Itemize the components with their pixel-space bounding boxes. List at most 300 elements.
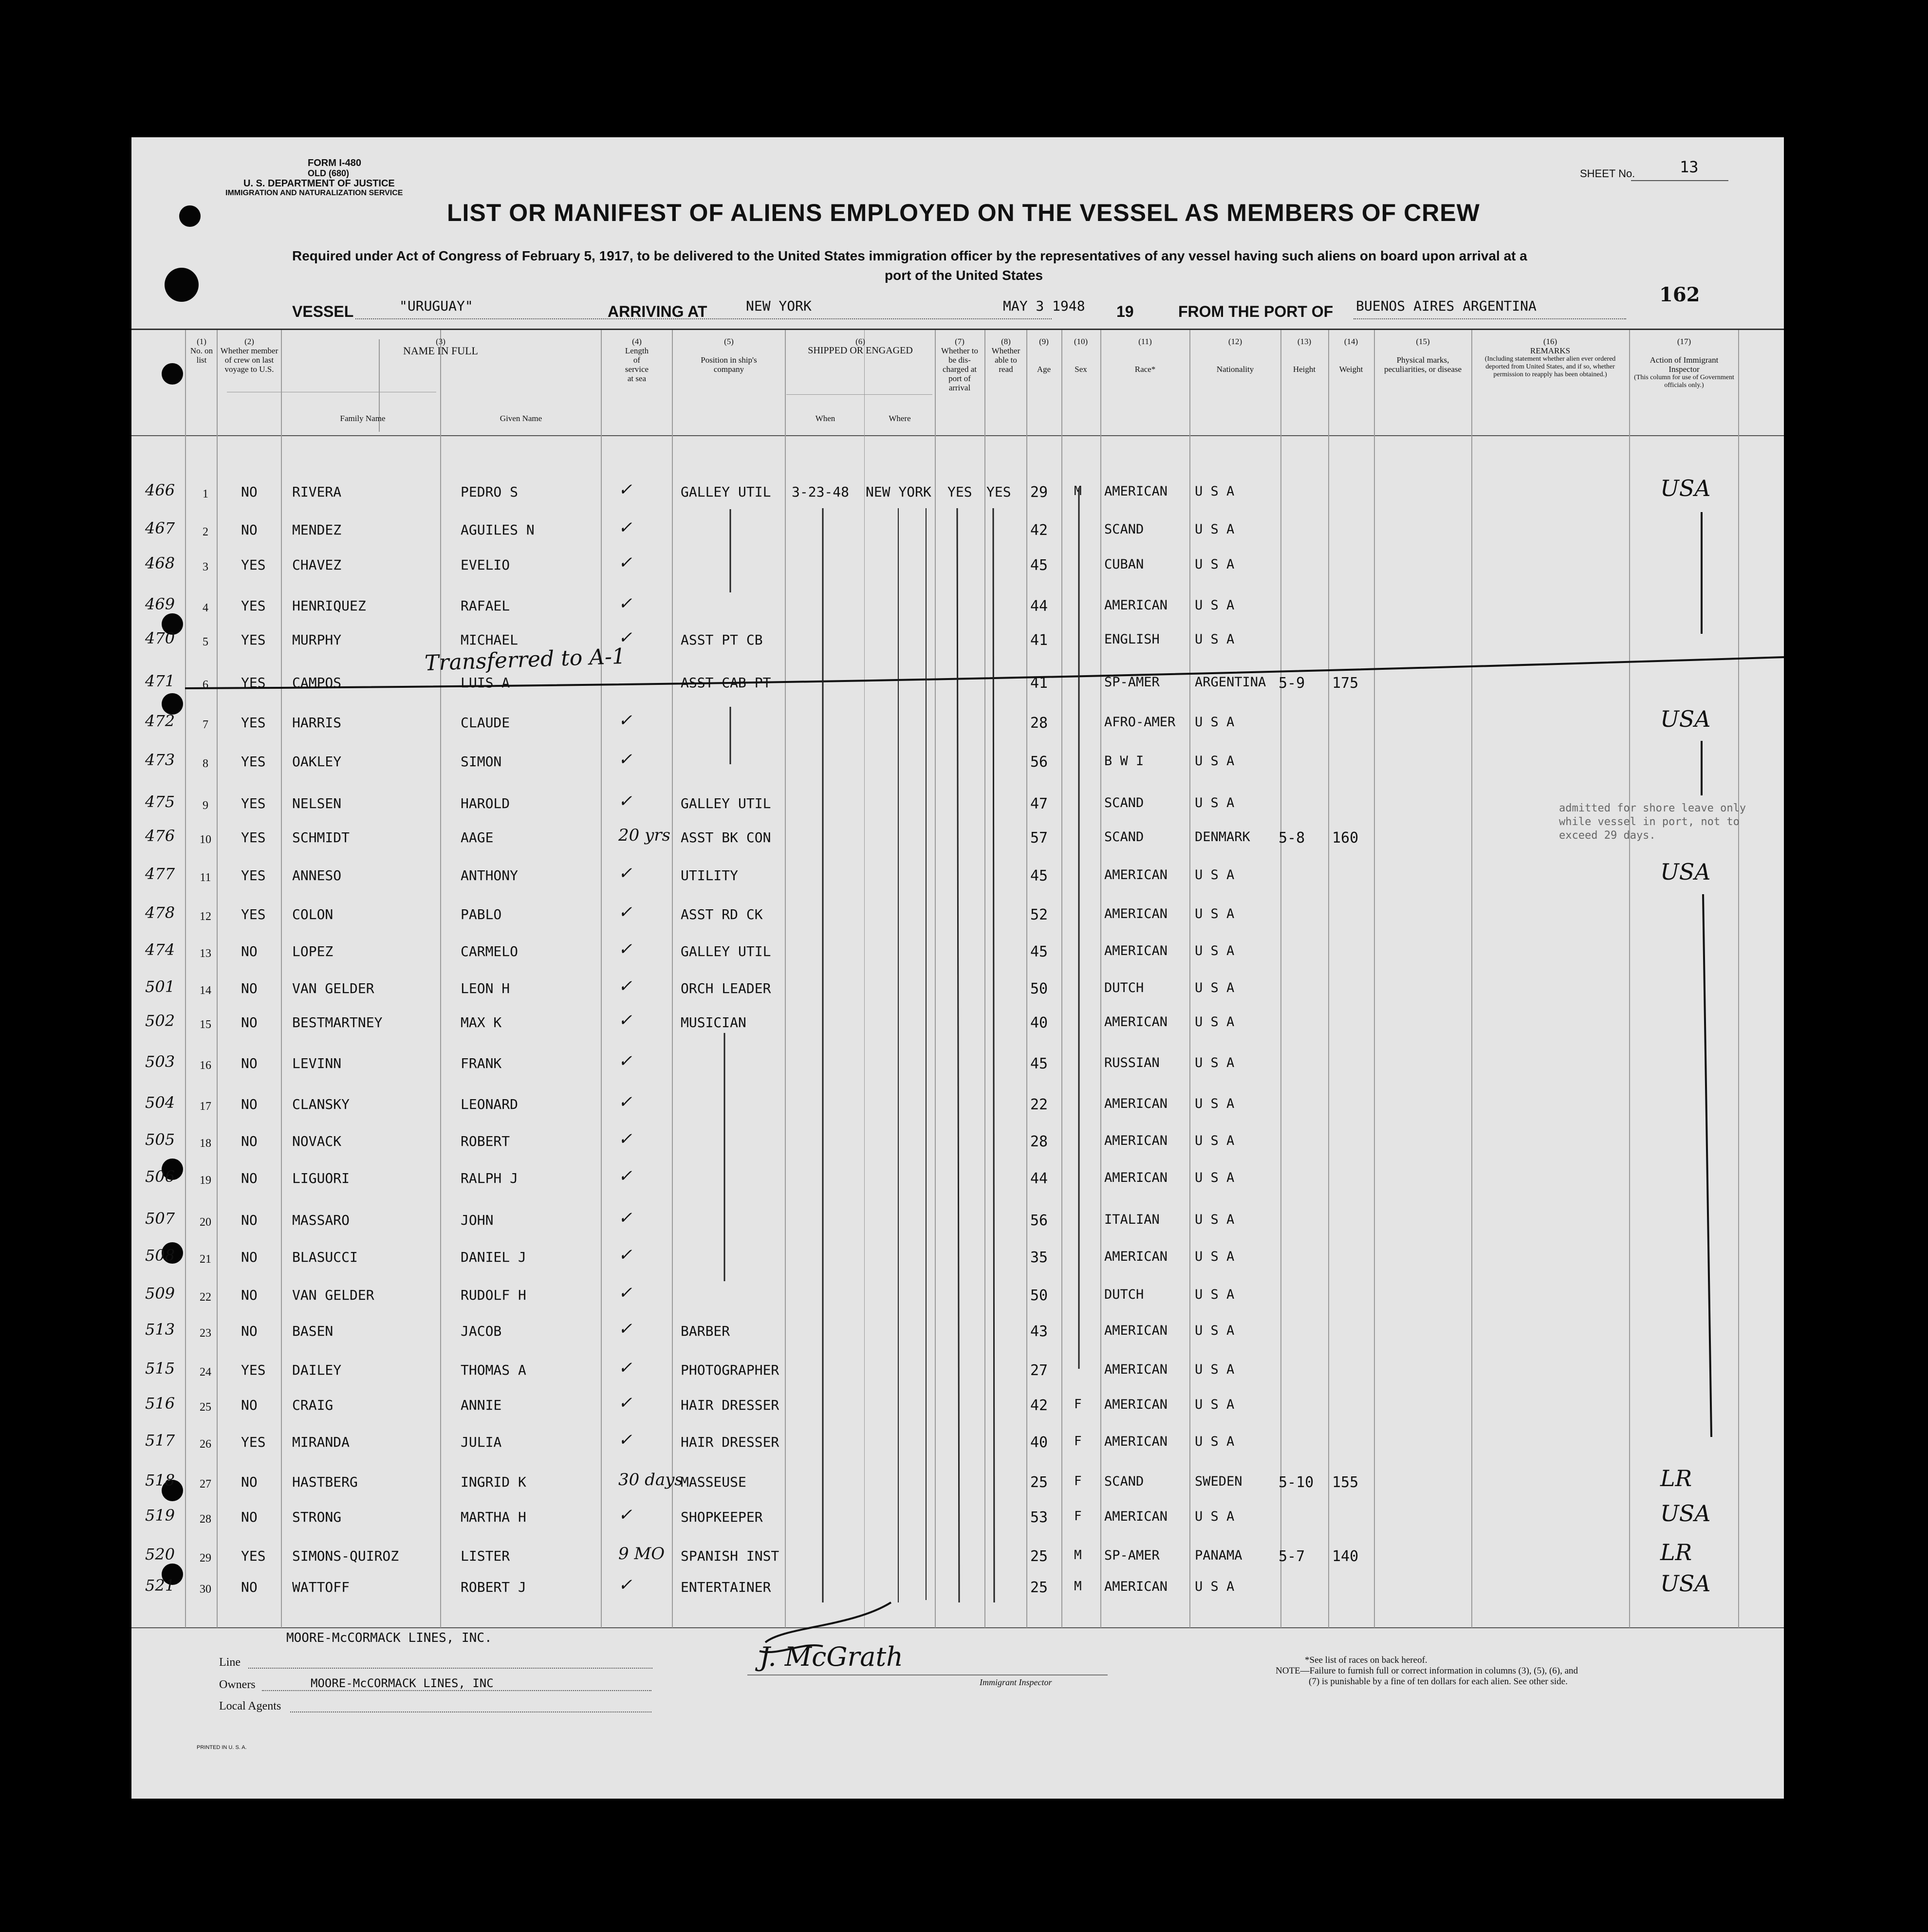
cell-nationality: U S A	[1195, 1579, 1235, 1594]
cell-service: ✓	[618, 939, 632, 959]
cell-family: CRAIG	[292, 1397, 334, 1413]
cell-prev: NO	[241, 1212, 258, 1228]
cell-family: LIGUORI	[292, 1170, 350, 1186]
cell-ref: 521	[145, 1576, 175, 1595]
col-13-label: Height	[1293, 365, 1316, 374]
col-12-label: Nationality	[1216, 365, 1254, 374]
cell-family: MIRANDA	[292, 1434, 350, 1450]
cell-prev: YES	[241, 557, 266, 573]
cell-given: LEONARD	[461, 1096, 519, 1112]
cell-age: 25	[1030, 1548, 1048, 1565]
cell-given: INGRID K	[461, 1474, 526, 1490]
cell-given: LUIS A	[461, 675, 510, 691]
cell-sex: F	[1074, 1397, 1082, 1412]
cell-position: GALLEY UTIL	[681, 795, 771, 811]
cell-given: MICHAEL	[461, 632, 519, 648]
cell-age: 42	[1030, 522, 1048, 539]
cell-given: RAFAEL	[461, 598, 510, 614]
cell-ref: 518	[145, 1471, 175, 1490]
cell-family: HARRIS	[292, 715, 342, 731]
cell-action: LR	[1660, 1539, 1692, 1565]
cell-age: 29	[1030, 484, 1048, 501]
cell-height: 5-10	[1279, 1474, 1314, 1491]
cell-age: 40	[1030, 1014, 1048, 1031]
cell-prev: NO	[241, 1323, 258, 1339]
arrival-date: MAY 3 1948	[1003, 298, 1085, 314]
cell-service: ✓	[618, 628, 632, 647]
cell-race: SCAND	[1104, 829, 1144, 845]
form-old: OLD (680)	[308, 168, 350, 178]
cell-position: BARBER	[681, 1323, 730, 1339]
owners-value: MOORE-McCORMACK LINES, INC	[311, 1676, 494, 1690]
cell-service: ✓	[618, 902, 632, 922]
cell-prev: YES	[241, 829, 266, 846]
cell-given: CARMELO	[461, 943, 519, 959]
col-8-label: Whether able to read	[991, 346, 1020, 374]
note-line-1: NOTE—Failure to furnish full or correct information in columns (3), (5), (6), and	[1276, 1666, 1578, 1676]
cell-position: ENTERTAINER	[681, 1579, 771, 1595]
cell-age: 47	[1030, 795, 1048, 812]
cell-given: PABLO	[461, 906, 502, 922]
cell-prev: NO	[241, 1397, 258, 1413]
cell-no: 28	[200, 1513, 211, 1526]
cell-position: ASST RD CK	[681, 906, 763, 922]
cell-ref: 515	[145, 1359, 175, 1378]
cell-prev: NO	[241, 980, 258, 996]
cell-age: 27	[1030, 1362, 1048, 1379]
cell-no: 27	[200, 1478, 211, 1490]
cell-ref: 517	[145, 1431, 175, 1450]
col-15-number: (15)	[1416, 337, 1430, 346]
col-6-when: When	[815, 414, 835, 423]
cell-no: 13	[200, 947, 211, 960]
cell-family: HASTBERG	[292, 1474, 358, 1490]
col-3-label: NAME IN FULL	[403, 345, 478, 357]
cell-prev: NO	[241, 1579, 258, 1595]
cell-no: 25	[200, 1401, 211, 1414]
subtitle-line-2: port of the United States	[885, 268, 1043, 283]
cell-service: ✓	[618, 864, 632, 883]
cell-age: 25	[1030, 1474, 1048, 1491]
cell-race: AFRO-AMER	[1104, 715, 1176, 730]
cell-age: 44	[1030, 1170, 1048, 1187]
cell-race: AMERICAN	[1104, 1096, 1168, 1111]
cell-nationality: U S A	[1195, 906, 1235, 921]
cell-given: MAX K	[461, 1014, 502, 1030]
cell-action: USA	[1660, 859, 1711, 885]
cell-height: 5-7	[1279, 1548, 1305, 1565]
cell-given: RUDOLF H	[461, 1287, 526, 1303]
sheet-label: SHEET No.	[1580, 167, 1635, 180]
cell-family: VAN GELDER	[292, 980, 374, 996]
col-17-sub: (This column for use of Government officials only.)	[1634, 374, 1734, 389]
cell-height: 5-8	[1279, 829, 1305, 846]
cell-race: SP-AMER	[1104, 675, 1160, 690]
page-title: LIST OR MANIFEST OF ALIENS EMPLOYED ON THE VESSEL AS MEMBERS OF CREW	[447, 199, 1480, 226]
cell-no: 10	[200, 833, 211, 846]
cell-no: 5	[203, 636, 208, 648]
cell-family: WATTOFF	[292, 1579, 350, 1595]
department: U. S. DEPARTMENT OF JUSTICE	[243, 178, 395, 189]
cell-ref: 475	[145, 792, 175, 811]
cell-race: AMERICAN	[1104, 1397, 1168, 1412]
cell-prev: YES	[241, 632, 266, 648]
cell-service: ✓	[618, 1208, 632, 1228]
cell-service: 30 days	[618, 1470, 683, 1490]
cell-no: 14	[200, 984, 211, 997]
cell-given: JOHN	[461, 1212, 494, 1228]
cell-service: ✓	[618, 711, 632, 730]
cell-no: 4	[203, 602, 208, 614]
cell-weight: 140	[1332, 1548, 1359, 1565]
cell-race: AMERICAN	[1104, 1170, 1168, 1185]
cell-family: MURPHY	[292, 632, 342, 648]
cell-no: 15	[200, 1018, 211, 1031]
cell-age: 44	[1030, 598, 1048, 615]
cell-given: ANNIE	[461, 1397, 502, 1413]
cell-given: LEON H	[461, 980, 510, 996]
cell-family: ANNESO	[292, 867, 342, 883]
arriving-port: NEW YORK	[746, 298, 812, 314]
cell-nationality: U S A	[1195, 1509, 1235, 1524]
cell-no: 30	[200, 1583, 211, 1596]
col-10-label: Sex	[1075, 365, 1087, 374]
cell-position: UTILITY	[681, 867, 739, 883]
cell-family: RIVERA	[292, 484, 342, 500]
cell-given: MARTHA H	[461, 1509, 526, 1525]
cell-where: NEW YORK	[866, 484, 931, 500]
cell-age: 50	[1030, 1287, 1048, 1304]
cell-race: DUTCH	[1104, 1287, 1144, 1302]
cell-given: ROBERT J	[461, 1579, 526, 1595]
cell-age: 28	[1030, 715, 1048, 732]
col-8-number: (8)	[1001, 337, 1011, 346]
cell-no: 2	[203, 526, 208, 538]
cell-age: 53	[1030, 1509, 1048, 1526]
col-14-number: (14)	[1344, 337, 1358, 346]
vessel-name: "URUGUAY"	[399, 298, 473, 314]
col-1-label: No. on list	[190, 346, 213, 365]
cell-age: 40	[1030, 1434, 1048, 1451]
cell-family: VAN GELDER	[292, 1287, 374, 1303]
cell-when: 3-23-48	[792, 484, 850, 500]
cell-prev: YES	[241, 795, 266, 811]
cell-race: AMERICAN	[1104, 1434, 1168, 1449]
cell-age: 57	[1030, 829, 1048, 846]
cell-position: PHOTOGRAPHER	[681, 1362, 779, 1378]
cell-position: MASSEUSE	[681, 1474, 746, 1490]
cell-service: ✓	[618, 976, 632, 996]
cell-age: 50	[1030, 980, 1048, 997]
cell-prev: NO	[241, 1055, 258, 1071]
cell-no: 17	[200, 1100, 211, 1113]
cell-sex: F	[1074, 1474, 1082, 1489]
col-1-number: (1)	[197, 337, 206, 346]
cell-nationality: U S A	[1195, 557, 1235, 572]
cell-no: 29	[200, 1552, 211, 1564]
vessel-label: VESSEL	[292, 303, 354, 320]
cell-service: ✓	[618, 1129, 632, 1149]
service: IMMIGRATION AND NATURALIZATION SERVICE	[225, 189, 403, 197]
cell-age: 45	[1030, 943, 1048, 960]
cell-prev: NO	[241, 1287, 258, 1303]
cell-sex: F	[1074, 1434, 1082, 1449]
cell-race: AMERICAN	[1104, 1323, 1168, 1338]
cell-given: FRANK	[461, 1055, 502, 1071]
cell-prev: YES	[241, 906, 266, 922]
col-9-number: (9)	[1039, 337, 1049, 346]
cell-nationality: U S A	[1195, 522, 1235, 537]
remarks-stamp-line-1: admitted for shore leave only	[1559, 802, 1746, 814]
cell-family: CLANSKY	[292, 1096, 350, 1112]
cell-race: AMERICAN	[1104, 1362, 1168, 1377]
cell-prev: NO	[241, 1474, 258, 1490]
cell-prev: NO	[241, 522, 258, 538]
cell-prev: YES	[241, 598, 266, 614]
cell-ref: 466	[145, 481, 175, 499]
cell-family: STRONG	[292, 1509, 342, 1525]
cell-service: ✓	[618, 1358, 632, 1378]
cell-race: AMERICAN	[1104, 1509, 1168, 1524]
note-races: *See list of races on back hereof.	[1305, 1655, 1427, 1665]
cell-family: DAILEY	[292, 1362, 342, 1378]
cell-no: 6	[203, 679, 208, 691]
cell-nationality: U S A	[1195, 632, 1235, 647]
cell-action: LR	[1660, 1465, 1692, 1491]
cell-given: SIMON	[461, 754, 502, 770]
col-16-sub: (Including statement whether alien ever ordered deported from United States, and if so, whether permission to reapply has been obtained.)	[1484, 355, 1616, 378]
printed-in: PRINTED IN U. S. A.	[197, 1745, 247, 1750]
cell-position: ASST PT CB	[681, 632, 763, 648]
cell-service: ✓	[618, 1319, 632, 1339]
col-3-family: Family Name	[340, 414, 386, 423]
sheet-number: 13	[1680, 158, 1699, 176]
cell-service: ✓	[618, 791, 632, 811]
company-stamp: MOORE-McCORMACK LINES, INC.	[286, 1631, 492, 1645]
col-4-label: Length of service at sea	[625, 346, 649, 383]
cell-nationality: U S A	[1195, 867, 1235, 883]
cell-given: THOMAS A	[461, 1362, 526, 1378]
cell-age: 22	[1030, 1096, 1048, 1113]
cell-race: AMERICAN	[1104, 906, 1168, 921]
year-label: 19	[1116, 303, 1134, 320]
col-17-label: Action of Immigrant Inspector	[1650, 355, 1719, 374]
cell-given: LISTER	[461, 1548, 510, 1564]
cell-nationality: PANAMA	[1195, 1548, 1242, 1563]
cell-prev: NO	[241, 1249, 258, 1265]
cell-nationality: DENMARK	[1195, 829, 1250, 845]
cell-prev: NO	[241, 1509, 258, 1525]
cell-no: 7	[203, 718, 208, 731]
cell-weight: 160	[1332, 829, 1359, 846]
cell-sex: M	[1074, 1579, 1082, 1594]
col-13-number: (13)	[1297, 337, 1312, 346]
cell-family: HENRIQUEZ	[292, 598, 366, 614]
cell-service: ✓	[618, 750, 632, 769]
cell-position: ORCH LEADER	[681, 980, 771, 996]
cell-given: AGUILES N	[461, 522, 535, 538]
cell-race: AMERICAN	[1104, 943, 1168, 958]
col-16-label: REMARKS	[1530, 346, 1571, 355]
cell-no: 18	[200, 1137, 211, 1150]
cell-no: 19	[200, 1174, 211, 1187]
cell-ref: 507	[145, 1209, 175, 1228]
subtitle-line-1: Required under Act of Congress of February 5, 1917, to be delivered to the United States immigration officer by the representatives of any vessel having such aliens on board upon arrival at a	[292, 248, 1527, 263]
cell-position: HAIR DRESSER	[681, 1434, 779, 1450]
col-15-label: Physical marks, peculiarities, or disease	[1384, 355, 1462, 374]
cell-age: 41	[1030, 675, 1048, 692]
cell-ref: 501	[145, 977, 175, 996]
cell-service: ✓	[618, 518, 632, 537]
cell-nationality: U S A	[1195, 1434, 1235, 1449]
cell-no: 8	[203, 757, 208, 770]
cell-ref: 468	[145, 554, 175, 572]
col-6-where: Where	[889, 414, 911, 423]
cell-no: 23	[200, 1327, 211, 1340]
cell-prev: YES	[241, 1362, 266, 1378]
cell-prev: NO	[241, 1133, 258, 1149]
cell-race: AMERICAN	[1104, 484, 1168, 499]
form-number: FORM I-480	[308, 158, 362, 168]
cell-service: ✓	[618, 1166, 632, 1186]
cell-action: USA	[1660, 1570, 1711, 1597]
owners-label: Owners	[219, 1678, 256, 1691]
cell-ref: 474	[145, 940, 175, 959]
cell-position: ASST BK CON	[681, 829, 771, 846]
cell-height: 5-9	[1279, 675, 1305, 692]
cell-family: BASEN	[292, 1323, 334, 1339]
cell-ref: 509	[145, 1284, 175, 1303]
cell-family: LEVINN	[292, 1055, 342, 1071]
cell-given: AAGE	[461, 829, 494, 846]
cell-prev: YES	[241, 675, 266, 691]
cell-family: MENDEZ	[292, 522, 342, 538]
cell-nationality: U S A	[1195, 1287, 1235, 1302]
cell-service: ✓	[618, 1393, 632, 1413]
cell-race: AMERICAN	[1104, 1249, 1168, 1264]
cell-prev: NO	[241, 484, 258, 500]
cell-discharged: YES	[947, 484, 972, 500]
cell-nationality: U S A	[1195, 754, 1235, 769]
cell-family: NOVACK	[292, 1133, 342, 1149]
cell-age: 35	[1030, 1249, 1048, 1266]
cell-prev: YES	[241, 754, 266, 770]
cell-family: SIMONS-QUIROZ	[292, 1548, 399, 1564]
cell-service: ✓	[618, 1011, 632, 1030]
cell-prev: YES	[241, 715, 266, 731]
cell-family: SCHMIDT	[292, 829, 350, 846]
cell-ref: 477	[145, 865, 175, 883]
cell-service: ✓	[618, 553, 632, 572]
cell-family: BLASUCCI	[292, 1249, 358, 1265]
cell-given: RALPH J	[461, 1170, 519, 1186]
cell-prev: NO	[241, 1096, 258, 1112]
cell-given: CLAUDE	[461, 715, 510, 731]
cell-ref: 476	[145, 827, 175, 845]
col-17-number: (17)	[1677, 337, 1691, 346]
col-14-label: Weight	[1339, 365, 1363, 374]
cell-no: 16	[200, 1059, 211, 1072]
cell-given: HAROLD	[461, 795, 510, 811]
cell-weight: 155	[1332, 1474, 1359, 1491]
cell-no: 20	[200, 1216, 211, 1229]
cell-race: AMERICAN	[1104, 1579, 1168, 1594]
col-10-number: (10)	[1074, 337, 1088, 346]
cell-age: 56	[1030, 754, 1048, 771]
cell-ref: 470	[145, 629, 175, 647]
cell-ref: 467	[145, 519, 175, 537]
cell-given: PEDRO S	[461, 484, 519, 500]
col-7-label: Whether to be dis-charged at port of arrival	[941, 346, 978, 392]
cell-nationality: ARGENTINA	[1195, 675, 1266, 690]
cell-prev: YES	[241, 1434, 266, 1450]
cell-no: 21	[200, 1253, 211, 1266]
cell-family: CHAVEZ	[292, 557, 342, 573]
cell-ref: 519	[145, 1506, 175, 1525]
cell-race: ENGLISH	[1104, 632, 1160, 647]
cell-age: 45	[1030, 557, 1048, 574]
col-12-number: (12)	[1228, 337, 1242, 346]
cell-action: USA	[1660, 706, 1711, 732]
cell-position: HAIR DRESSER	[681, 1397, 779, 1413]
cell-nationality: U S A	[1195, 715, 1235, 730]
col-11-number: (11)	[1138, 337, 1152, 346]
cell-nationality: U S A	[1195, 795, 1235, 810]
cell-ref: 516	[145, 1394, 175, 1413]
cell-ref: 503	[145, 1052, 175, 1071]
cell-no: 22	[200, 1291, 211, 1304]
cell-race: SCAND	[1104, 795, 1144, 810]
cell-nationality: U S A	[1195, 1362, 1235, 1377]
cell-family: OAKLEY	[292, 754, 342, 770]
cell-family: LOPEZ	[292, 943, 334, 959]
cell-nationality: U S A	[1195, 1014, 1235, 1030]
cell-nationality: U S A	[1195, 980, 1235, 995]
col-5-label: Position in ship's company	[701, 355, 757, 374]
cell-weight: 175	[1332, 675, 1359, 692]
cell-given: JULIA	[461, 1434, 502, 1450]
cell-age: 41	[1030, 632, 1048, 649]
cell-prev: YES	[241, 1548, 266, 1564]
cell-service: ✓	[618, 480, 632, 499]
col-6-label: SHIPPED OR ENGAGED	[808, 345, 913, 356]
cell-nationality: U S A	[1195, 1397, 1235, 1412]
cell-service: ✓	[618, 1051, 632, 1071]
cell-action: USA	[1660, 1500, 1711, 1527]
col-2-label: Whether member of crew on last voyage to U.S.	[220, 346, 278, 374]
cell-nationality: U S A	[1195, 1249, 1235, 1264]
cell-nationality: U S A	[1195, 598, 1235, 613]
cell-age: 28	[1030, 1133, 1048, 1150]
cell-race: B W I	[1104, 754, 1144, 769]
cell-no: 3	[203, 561, 208, 573]
cell-family: NELSEN	[292, 795, 342, 811]
cell-no: 9	[203, 799, 208, 812]
inspector-signature: J. McGrath	[760, 1641, 903, 1672]
inspector-label: Immigrant Inspector	[980, 1677, 1052, 1687]
cell-age: 45	[1030, 867, 1048, 884]
cell-age: 56	[1030, 1212, 1048, 1229]
cell-ref: 478	[145, 903, 175, 922]
cell-sex: M	[1074, 484, 1082, 498]
cell-family: CAMPOS	[292, 675, 342, 691]
cell-nationality: U S A	[1195, 943, 1235, 958]
note-line-2: (7) is punishable by a fine of ten dollars for each alien. See other side.	[1309, 1676, 1568, 1687]
cell-no: 1	[203, 488, 208, 500]
cell-nationality: U S A	[1195, 1096, 1235, 1111]
cell-ref: 473	[145, 751, 175, 769]
cell-given: DANIEL J	[461, 1249, 526, 1265]
